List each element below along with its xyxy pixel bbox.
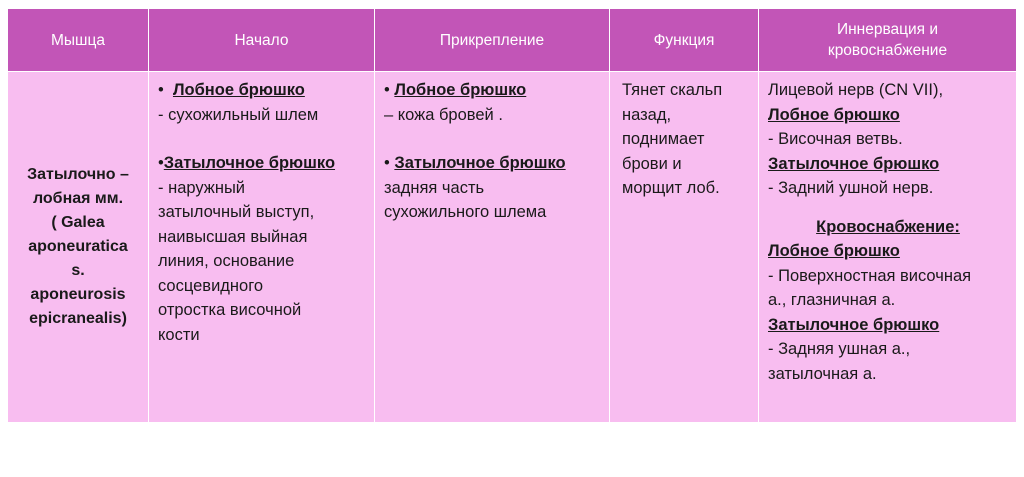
insertion-cell (375, 72, 610, 423)
muscle-name-line: s. (71, 262, 85, 279)
muscle-name-line: ( Galea (51, 214, 105, 231)
origin-occipital-title: Затылочное брюшко (163, 154, 336, 172)
origin-frontal-text: - сухожильный шлем (158, 105, 319, 124)
function-line: поднимает (622, 130, 705, 148)
origin-occipital-line: затылочный выступ, (158, 203, 315, 221)
innervation-frontal-title: Лобное брюшко (768, 105, 900, 124)
muscle-name-line: Затылочно – (27, 166, 129, 183)
header-function: Функция (610, 9, 759, 72)
origin-occipital-line: наивысшая выйная (158, 227, 308, 246)
header-muscle: Мышца (8, 9, 149, 72)
innervation-intro: Лицевой нерв (CN VII), (768, 81, 944, 99)
insertion-occipital: • Затылочное брюшко (384, 154, 566, 172)
origin-cell (149, 72, 375, 423)
function-line: Тянет скальп (622, 81, 723, 99)
origin-occipital-line: линия, основание (158, 252, 295, 270)
function-line: брови и (622, 154, 682, 173)
blood-supply-title: Кровоснабжение: (816, 217, 960, 236)
insertion-frontal-title: Лобное брюшко (394, 81, 527, 99)
origin-occipital: •Затылочное брюшко (158, 154, 336, 172)
origin-occipital-line: - наружный (158, 178, 246, 197)
origin-occipital-line: отростка височной (158, 301, 302, 319)
innervation-cell (759, 72, 1017, 423)
muscle-name-line: epicranealis) (29, 310, 127, 327)
header-innervation: Иннервация и кровоснабжение (759, 9, 1017, 72)
blood-occipital-line: затылочная а. (768, 364, 877, 383)
muscle-name-line: aponeurosis (30, 286, 126, 303)
muscle-cell (8, 72, 149, 423)
insertion-occipital-title: Затылочное брюшко (394, 154, 566, 172)
muscle-name-line: лобная мм. (32, 190, 124, 207)
blood-occipital-line: - Задняя ушная а., (768, 340, 911, 358)
origin-occipital-line: сосцевидного (158, 276, 264, 295)
function-line: назад, (622, 105, 672, 124)
insertion-frontal: • Лобное брюшко (384, 81, 527, 99)
blood-frontal-line: - Поверхностная височная (768, 266, 972, 285)
insertion-occipital-line: сухожильного шлема (384, 203, 547, 221)
header-origin: Начало (149, 9, 375, 72)
muscle-name-line: aponeuratica (28, 238, 128, 255)
origin-occipital-line: кости (158, 325, 200, 344)
innervation-frontal-text: - Височная ветвь. (768, 130, 903, 148)
blood-frontal-title: Лобное брюшко (768, 242, 900, 260)
blood-occipital-title: Затылочное брюшко (768, 315, 940, 334)
blood-frontal-line: а., глазничная а. (768, 291, 896, 309)
insertion-occipital-line: задняя часть (384, 178, 485, 197)
table-row (8, 72, 1017, 423)
header-row (8, 9, 1017, 72)
origin-frontal: • Лобное брюшко (158, 81, 305, 99)
innervation-occipital-text: - Задний ушной нерв. (768, 179, 934, 197)
origin-frontal-title: Лобное брюшко (172, 81, 305, 99)
insertion-frontal-text: – кожа бровей . (384, 105, 503, 124)
function-line: морщит лоб. (622, 179, 720, 197)
function-cell (610, 72, 759, 423)
header-insertion: Прикрепление (375, 9, 610, 72)
muscle-table (7, 8, 1017, 423)
innervation-occipital-title: Затылочное брюшко (768, 154, 940, 173)
